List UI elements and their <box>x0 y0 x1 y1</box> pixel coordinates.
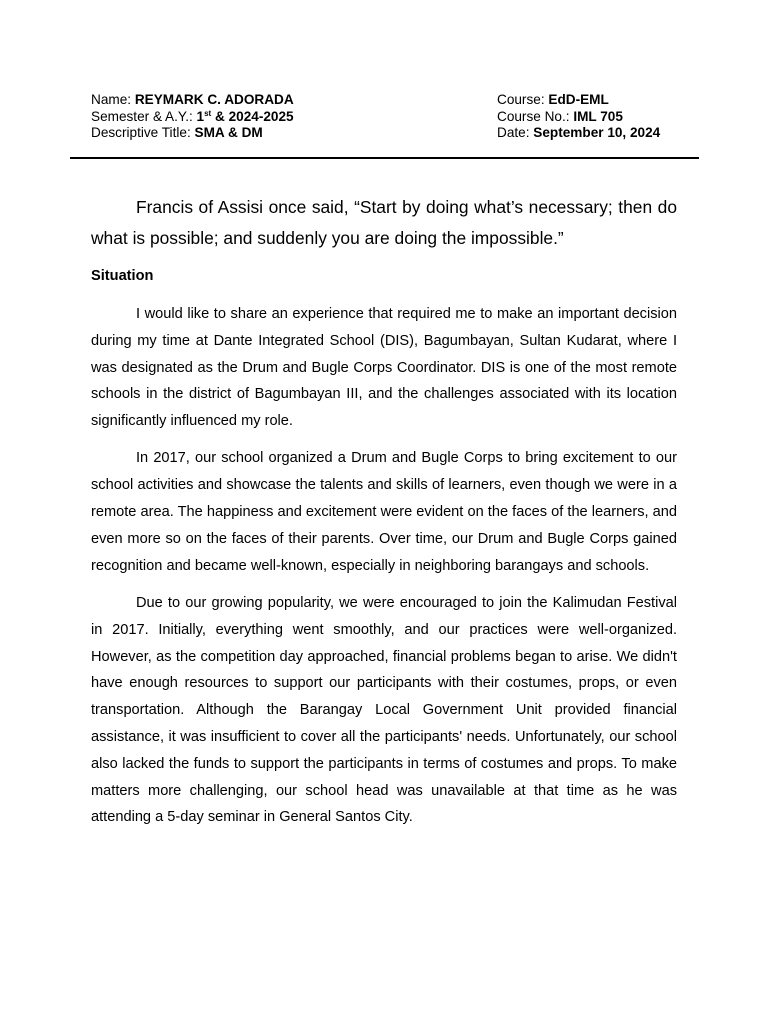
header-row-2 <box>91 109 677 126</box>
semester-value <box>197 109 294 124</box>
paragraph: I would like to share an experience that required me to make an important decision during my time at Dante Integrated School (DIS), Bagumbayan, Sultan Kudarat, where I was designated as the Drum and Bugle Corps Coordinator. DIS is one of the most remote schools in the district of Bagumbayan III, and the challenges associated with its location significantly influenced my role. <box>91 306 677 430</box>
descriptive-title-label: Descriptive Title: <box>91 125 195 141</box>
date-label: Date: <box>497 125 534 141</box>
semester-ordinal: st <box>204 108 212 118</box>
date-field <box>497 125 677 142</box>
header-divider <box>70 157 699 159</box>
descriptive-title-field <box>91 125 497 142</box>
course-value: EdD-EML <box>548 92 609 107</box>
section-heading: Situation <box>91 268 154 284</box>
header-row-1 <box>91 92 677 109</box>
header-row-3 <box>91 125 677 142</box>
semester-label: Semester & A.Y.: <box>91 108 197 124</box>
document-header <box>91 92 677 142</box>
date-value: September 10, 2024 <box>533 125 661 141</box>
course-field <box>497 92 677 109</box>
course-no-label: Course No.: <box>497 108 574 124</box>
course-no-value: IML 705 <box>573 108 623 124</box>
paragraph: In 2017, our school organized a Drum and Bugle Corps to bring excitement to our school activities and showcase the talents and skills of learners, even though we were in a remote area. The happiness and excitement were evident on the faces of the learners, and even more so on the faces of their parents. Over time, our Drum and Bugle Corps gained recognition and became well-known, especially in neighboring barangays and schools. <box>91 450 677 574</box>
opening-quote: Francis of Assisi once said, “Start by doing what’s necessary; then do what is possible; and suddenly you are doing the impossible.” <box>91 197 677 248</box>
semester-field <box>91 109 497 126</box>
course-no-field <box>497 109 677 126</box>
name-field <box>91 92 497 109</box>
name-label: Name: <box>91 92 135 107</box>
semester-number: 1 <box>196 108 205 124</box>
descriptive-title-value: SMA & DM <box>194 125 263 141</box>
course-label: Course: <box>497 92 549 107</box>
name-value: REYMARK C. ADORADA <box>134 92 294 107</box>
academic-year: & 2024-2025 <box>211 108 294 124</box>
paragraph: Due to our growing popularity, we were encouraged to join the Kalimudan Festival in 2017. Initially, everything went smoothly, and our practices were well-organized. However, as the competition day approached, financial problems began to arise. We didn't have enough resources to support our participants with their costumes, props, or even transportation. Although the Barangay Local Government Unit provided financial assistance, it was insufficient to cover all the participants' needs. Unfortunately, our school also lacked the funds to support the participants in terms of costumes and props. To make matters more challenging, our school head was unavailable at that time as he was attending a 5-day seminar in General Santos City. <box>91 594 677 826</box>
body-text <box>91 301 677 842</box>
